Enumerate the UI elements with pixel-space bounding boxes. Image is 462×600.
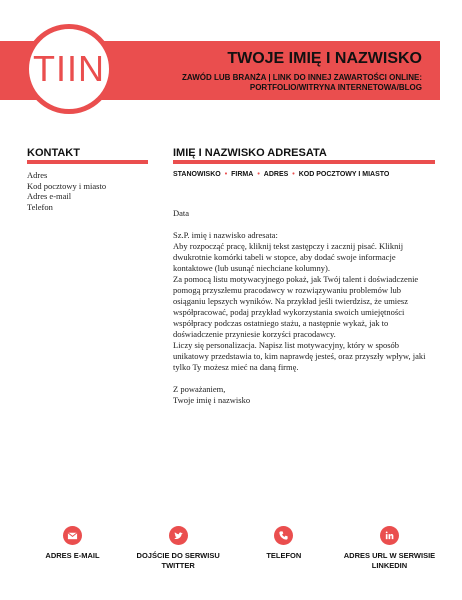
monogram-circle [24, 24, 114, 114]
contact-email[interactable]: Adres e-mail [27, 191, 72, 201]
letter-date: Data [173, 208, 190, 218]
recipient-name[interactable]: IMIĘ I NAZWISKO ADRESATA [173, 147, 327, 159]
footer-twitter[interactable] [126, 526, 231, 571]
contact-list [27, 170, 106, 212]
monogram-text: TIIN [33, 48, 105, 89]
phone-icon [274, 526, 293, 545]
profession-links[interactable]: ZAWÓD LUB BRANŻA | LINK DO INNEJ ZAWARTOŚCI ONLINE: PORTFOLIO/WITRYNA INTERNETOWA/BLOG [181, 73, 422, 92]
contact-postal-city[interactable]: Kod pocztowy i miasto [27, 180, 107, 191]
applicant-name[interactable]: TWOJE IMIĘ I NAZWISKO [227, 50, 422, 67]
footer-phone-label: TELEFON [266, 551, 302, 560]
email-icon [63, 526, 82, 545]
recipient-details[interactable] [173, 171, 389, 178]
recipient-address: ADRES [263, 171, 289, 178]
letter-signature: Twoje imię i nazwisko [173, 395, 251, 405]
footer-email-label: ADRES E-MAIL [45, 551, 100, 560]
letter-paragraph: Aby rozpocząć pracę, kliknij tekst zastępczy i zacznij pisać. Kliknij dwukrotnie komórki tabeli w stopce, aby dodać swoje informacje kontaktowe (lub usunąć niechciane kolumny). [173, 241, 404, 273]
contact-address[interactable]: Adres [27, 170, 48, 180]
letter-paragraph: Liczy się personalizacja. Napisz list motywacyjny, który w sposób unikatowy przedstawia to, kim naprawdę jesteś, oraz przyszły wpływ, jaki tylko Ty możesz mieć na daną firmę. [173, 340, 426, 372]
footer-linkedin[interactable] [337, 526, 442, 571]
separator-dot: • [257, 171, 260, 178]
recipient-company: FIRMA [231, 171, 254, 178]
linkedin-icon [380, 526, 399, 545]
footer-phone[interactable] [231, 526, 336, 571]
letter-paragraph: Za pomocą listu motywacyjnego pokaż, jak Twój talent i doświadczenie pomogą przyszłemu pracodawcy w rozwiązywaniu problemów lub osiąganiu lepszych wyników. Na przykład jeśli twierdzisz, że umiesz współpracować, podaj przykład wykorzystania swoich umiejętności współpracy podczas ostatniego stażu, a następnie wykaż, jak to doświadczenie przyniesie korzyści pracodawcy. [173, 274, 419, 339]
recipient-title: STANOWISKO [173, 171, 221, 178]
letter-salutation: Sz.P. imię i nazwisko adresata: [173, 230, 278, 240]
contact-divider [27, 160, 148, 164]
letter-body[interactable] [173, 208, 435, 406]
contact-heading: KONTAKT [27, 147, 80, 159]
footer-contacts [20, 526, 442, 571]
separator-dot: • [292, 171, 295, 178]
twitter-icon [169, 526, 188, 545]
separator-dot: • [224, 171, 228, 178]
footer-twitter-label: DOJŚCIE DO SERWISU TWITTER [136, 551, 220, 570]
footer-email[interactable] [20, 526, 125, 571]
recipient-divider [173, 160, 435, 164]
footer-linkedin-label: ADRES URL W SERWISIE LINKEDIN [343, 551, 436, 570]
recipient-postal-city: KOD POCZTOWY I MIASTO [298, 171, 390, 178]
contact-phone[interactable]: Telefon [27, 201, 53, 212]
letter-closing: Z poważaniem, [173, 384, 226, 394]
